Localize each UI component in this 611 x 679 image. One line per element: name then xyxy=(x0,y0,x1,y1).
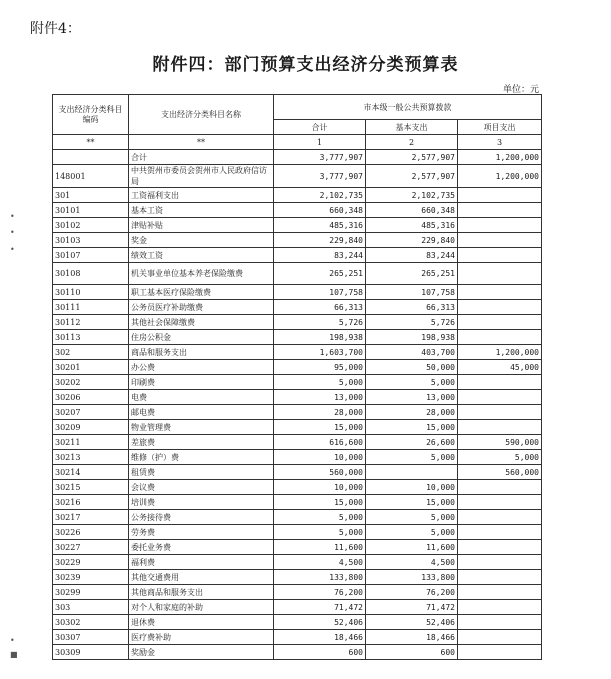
table-row xyxy=(53,480,542,495)
row-name: 工资福利支出 xyxy=(129,188,274,203)
row-code: 30108 xyxy=(53,263,129,285)
table-row xyxy=(53,360,542,375)
row-basic: 83,244 xyxy=(366,248,458,263)
row-total: 5,000 xyxy=(274,510,366,525)
row-project xyxy=(458,420,542,435)
row-name: 其他交通费用 xyxy=(129,570,274,585)
row-project xyxy=(458,315,542,330)
header-group: 市本级一般公共预算拨款 xyxy=(274,95,542,120)
header-index-row xyxy=(53,135,542,150)
table-row xyxy=(53,525,542,540)
row-total: 485,316 xyxy=(274,218,366,233)
row-name: 维修（护）费 xyxy=(129,450,274,465)
table-row xyxy=(53,615,542,630)
row-project xyxy=(458,615,542,630)
table-row xyxy=(53,405,542,420)
row-total: 10,000 xyxy=(274,450,366,465)
row-name: 退休费 xyxy=(129,615,274,630)
row-code: 30307 xyxy=(53,630,129,645)
table-row xyxy=(53,150,542,165)
table-row xyxy=(53,345,542,360)
header-total: 合计 xyxy=(274,120,366,135)
row-code: 30229 xyxy=(53,555,129,570)
row-name: 其他社会保障缴费 xyxy=(129,315,274,330)
row-code: 30226 xyxy=(53,525,129,540)
row-project: 590,000 xyxy=(458,435,542,450)
row-code: 30299 xyxy=(53,585,129,600)
row-total: 3,777,907 xyxy=(274,165,366,188)
header-code: 支出经济分类科目编码 xyxy=(53,95,129,135)
row-basic xyxy=(366,465,458,480)
row-basic: 28,000 xyxy=(366,405,458,420)
row-project: 5,000 xyxy=(458,450,542,465)
row-total: 11,600 xyxy=(274,540,366,555)
row-code: 30239 xyxy=(53,570,129,585)
row-basic: 26,600 xyxy=(366,435,458,450)
margin-mark: • xyxy=(10,636,15,645)
row-basic: 600 xyxy=(366,645,458,660)
row-code: 30101 xyxy=(53,203,129,218)
table-row xyxy=(53,188,542,203)
margin-mark: • xyxy=(10,245,15,254)
header-code-star: ** xyxy=(53,135,129,150)
unit-label: 单位：元 xyxy=(502,85,539,95)
row-name: 邮电费 xyxy=(129,405,274,420)
row-code: 30309 xyxy=(53,645,129,660)
row-code: 30302 xyxy=(53,615,129,630)
row-total: 3,777,907 xyxy=(274,150,366,165)
row-total: 95,000 xyxy=(274,360,366,375)
row-name: 绩效工资 xyxy=(129,248,274,263)
header-row xyxy=(53,95,542,120)
row-total: 107,758 xyxy=(274,285,366,300)
table-row xyxy=(53,263,542,285)
row-basic: 403,700 xyxy=(366,345,458,360)
document-title: 附件四：部门预算支出经济分类预算表 xyxy=(152,55,459,75)
row-code: 30102 xyxy=(53,218,129,233)
row-name: 会议费 xyxy=(129,480,274,495)
row-name: 培训费 xyxy=(129,495,274,510)
row-basic: 18,466 xyxy=(366,630,458,645)
row-project xyxy=(458,645,542,660)
row-name: 其他商品和服务支出 xyxy=(129,585,274,600)
table-row xyxy=(53,285,542,300)
row-code: 30202 xyxy=(53,375,129,390)
row-code: 148001 xyxy=(53,165,129,188)
row-code: 30216 xyxy=(53,495,129,510)
row-basic: 52,406 xyxy=(366,615,458,630)
row-code: 30211 xyxy=(53,435,129,450)
table-row xyxy=(53,495,542,510)
row-basic: 15,000 xyxy=(366,495,458,510)
row-basic: 660,348 xyxy=(366,203,458,218)
row-basic: 10,000 xyxy=(366,480,458,495)
row-code: 303 xyxy=(53,600,129,615)
row-basic: 76,200 xyxy=(366,585,458,600)
row-total: 4,500 xyxy=(274,555,366,570)
row-basic: 5,726 xyxy=(366,315,458,330)
row-code: 30111 xyxy=(53,300,129,315)
row-basic: 107,758 xyxy=(366,285,458,300)
row-basic: 265,251 xyxy=(366,263,458,285)
row-basic: 13,000 xyxy=(366,390,458,405)
table-row xyxy=(53,248,542,263)
row-total: 71,472 xyxy=(274,600,366,615)
row-code: 30215 xyxy=(53,480,129,495)
row-name: 公务员医疗补助缴费 xyxy=(129,300,274,315)
row-project: 1,200,000 xyxy=(458,150,542,165)
row-name: 劳务费 xyxy=(129,525,274,540)
table-row xyxy=(53,465,542,480)
row-total: 5,726 xyxy=(274,315,366,330)
row-project xyxy=(458,330,542,345)
row-code: 30227 xyxy=(53,540,129,555)
row-basic: 5,000 xyxy=(366,450,458,465)
table-row xyxy=(53,375,542,390)
table-row xyxy=(53,420,542,435)
row-total: 66,313 xyxy=(274,300,366,315)
row-project xyxy=(458,203,542,218)
row-project xyxy=(458,540,542,555)
row-code: 302 xyxy=(53,345,129,360)
row-project xyxy=(458,585,542,600)
header-name-star: ** xyxy=(129,135,274,150)
row-basic: 50,000 xyxy=(366,360,458,375)
row-project xyxy=(458,525,542,540)
row-code: 30217 xyxy=(53,510,129,525)
row-project xyxy=(458,218,542,233)
margin-mark: ■ xyxy=(10,650,18,659)
row-name: 津贴补贴 xyxy=(129,218,274,233)
table-row xyxy=(53,555,542,570)
row-project xyxy=(458,300,542,315)
row-name: 租赁费 xyxy=(129,465,274,480)
row-code: 30103 xyxy=(53,233,129,248)
row-project xyxy=(458,630,542,645)
row-total: 560,000 xyxy=(274,465,366,480)
table-row xyxy=(53,390,542,405)
row-project xyxy=(458,510,542,525)
row-basic: 5,000 xyxy=(366,510,458,525)
row-total: 1,603,700 xyxy=(274,345,366,360)
table-row xyxy=(53,540,542,555)
row-code: 30107 xyxy=(53,248,129,263)
row-code xyxy=(53,150,129,165)
row-code: 30206 xyxy=(53,390,129,405)
row-basic: 66,313 xyxy=(366,300,458,315)
table-row xyxy=(53,510,542,525)
row-total: 18,466 xyxy=(274,630,366,645)
row-basic: 11,600 xyxy=(366,540,458,555)
table-row xyxy=(53,630,542,645)
row-project xyxy=(458,285,542,300)
table-row xyxy=(53,435,542,450)
row-name: 差旅费 xyxy=(129,435,274,450)
row-project xyxy=(458,555,542,570)
table-row xyxy=(53,315,542,330)
table-row xyxy=(53,645,542,660)
row-code: 301 xyxy=(53,188,129,203)
row-basic: 15,000 xyxy=(366,420,458,435)
row-code: 30113 xyxy=(53,330,129,345)
row-code: 30201 xyxy=(53,360,129,375)
row-name: 职工基本医疗保险缴费 xyxy=(129,285,274,300)
row-name: 公务接待费 xyxy=(129,510,274,525)
row-code: 30214 xyxy=(53,465,129,480)
row-total: 229,840 xyxy=(274,233,366,248)
row-project xyxy=(458,600,542,615)
row-basic: 198,938 xyxy=(366,330,458,345)
row-code: 30112 xyxy=(53,315,129,330)
row-total: 600 xyxy=(274,645,366,660)
row-project xyxy=(458,188,542,203)
table-row xyxy=(53,570,542,585)
header-name: 支出经济分类科目名称 xyxy=(129,95,274,135)
budget-table xyxy=(52,94,542,660)
row-total: 198,938 xyxy=(274,330,366,345)
row-name: 委托业务费 xyxy=(129,540,274,555)
row-total: 28,000 xyxy=(274,405,366,420)
table-row xyxy=(53,585,542,600)
row-total: 15,000 xyxy=(274,420,366,435)
table-row xyxy=(53,165,542,188)
row-project xyxy=(458,248,542,263)
row-name: 福利费 xyxy=(129,555,274,570)
row-project: 1,200,000 xyxy=(458,345,542,360)
row-project xyxy=(458,405,542,420)
row-total: 265,251 xyxy=(274,263,366,285)
row-basic: 2,577,907 xyxy=(366,150,458,165)
row-total: 616,600 xyxy=(274,435,366,450)
row-project: 560,000 xyxy=(458,465,542,480)
row-total: 2,102,735 xyxy=(274,188,366,203)
row-basic: 2,577,907 xyxy=(366,165,458,188)
row-name: 中共贺州市委员会贺州市人民政府信访局 xyxy=(129,165,274,188)
row-name: 奖励金 xyxy=(129,645,274,660)
row-project xyxy=(458,570,542,585)
row-basic: 4,500 xyxy=(366,555,458,570)
row-name: 机关事业单位基本养老保险缴费 xyxy=(129,263,274,285)
row-name: 电费 xyxy=(129,390,274,405)
row-total: 13,000 xyxy=(274,390,366,405)
table-row xyxy=(53,203,542,218)
table-row xyxy=(53,218,542,233)
row-project xyxy=(458,495,542,510)
row-project xyxy=(458,375,542,390)
row-name: 商品和服务支出 xyxy=(129,345,274,360)
row-basic: 71,472 xyxy=(366,600,458,615)
row-code: 30209 xyxy=(53,420,129,435)
row-code: 30110 xyxy=(53,285,129,300)
row-total: 5,000 xyxy=(274,375,366,390)
row-basic: 485,316 xyxy=(366,218,458,233)
row-total: 133,800 xyxy=(274,570,366,585)
table-row xyxy=(53,330,542,345)
row-total: 5,000 xyxy=(274,525,366,540)
row-project xyxy=(458,480,542,495)
margin-mark: • xyxy=(10,212,15,221)
row-name: 物业管理费 xyxy=(129,420,274,435)
row-name: 印刷费 xyxy=(129,375,274,390)
row-total: 83,244 xyxy=(274,248,366,263)
table-row xyxy=(53,233,542,248)
row-total: 660,348 xyxy=(274,203,366,218)
row-name: 住房公积金 xyxy=(129,330,274,345)
margin-mark: • xyxy=(10,228,15,237)
row-name: 合计 xyxy=(129,150,274,165)
row-project xyxy=(458,233,542,248)
header-index-2: 2 xyxy=(366,135,458,150)
header-index-3: 3 xyxy=(458,135,542,150)
row-basic: 133,800 xyxy=(366,570,458,585)
row-basic: 5,000 xyxy=(366,375,458,390)
table-row xyxy=(53,450,542,465)
row-total: 76,200 xyxy=(274,585,366,600)
attachment-label: 附件4： xyxy=(30,21,81,37)
row-total: 52,406 xyxy=(274,615,366,630)
header-index-1: 1 xyxy=(274,135,366,150)
row-project: 45,000 xyxy=(458,360,542,375)
table-row xyxy=(53,300,542,315)
row-basic: 229,840 xyxy=(366,233,458,248)
header-project: 项目支出 xyxy=(458,120,542,135)
row-project xyxy=(458,263,542,285)
row-basic: 5,000 xyxy=(366,525,458,540)
row-project xyxy=(458,390,542,405)
row-name: 奖金 xyxy=(129,233,274,248)
header-basic: 基本支出 xyxy=(366,120,458,135)
row-code: 30207 xyxy=(53,405,129,420)
row-name: 基本工资 xyxy=(129,203,274,218)
row-name: 医疗费补助 xyxy=(129,630,274,645)
row-project: 1,200,000 xyxy=(458,165,542,188)
table-row xyxy=(53,600,542,615)
row-code: 30213 xyxy=(53,450,129,465)
row-name: 对个人和家庭的补助 xyxy=(129,600,274,615)
row-basic: 2,102,735 xyxy=(366,188,458,203)
row-total: 15,000 xyxy=(274,495,366,510)
row-total: 10,000 xyxy=(274,480,366,495)
row-name: 办公费 xyxy=(129,360,274,375)
